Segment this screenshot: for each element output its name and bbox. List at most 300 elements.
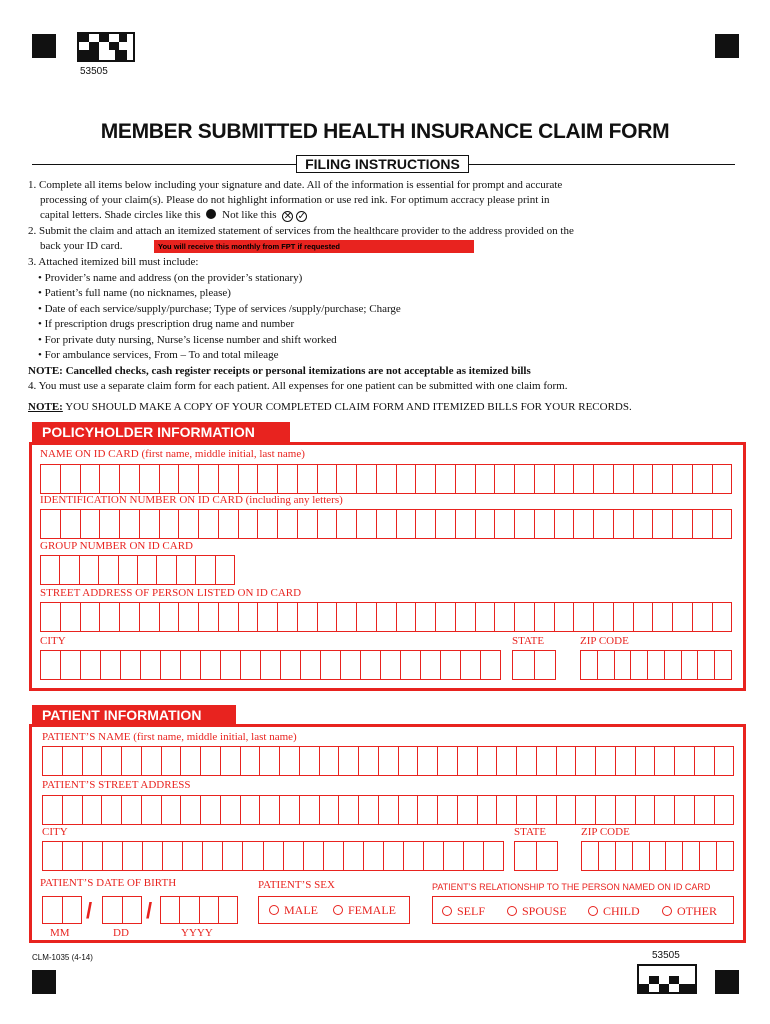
char-box[interactable] [458, 795, 478, 825]
char-box[interactable] [357, 509, 377, 539]
char-box[interactable] [416, 464, 436, 494]
char-box[interactable] [537, 795, 557, 825]
char-box[interactable] [341, 650, 361, 680]
char-box[interactable] [201, 650, 221, 680]
rel-radio-other[interactable] [662, 904, 717, 919]
char-box[interactable] [179, 602, 199, 632]
char-box[interactable] [81, 509, 101, 539]
char-box[interactable] [121, 650, 141, 680]
instruction-line-4: 2. Submit the claim and attach an itemized statement of services from the healthcare provider to the address provided on the [28, 225, 574, 237]
char-box[interactable] [438, 795, 458, 825]
char-box[interactable] [381, 650, 401, 680]
char-box[interactable] [441, 650, 461, 680]
char-box[interactable] [537, 841, 559, 871]
char-box[interactable] [264, 841, 284, 871]
char-box[interactable] [515, 602, 535, 632]
char-box[interactable] [221, 746, 241, 776]
char-box[interactable] [123, 896, 143, 924]
pt-zip-input[interactable] [581, 841, 734, 871]
char-box[interactable] [181, 795, 201, 825]
dob-separator-2: / [146, 898, 153, 923]
char-box[interactable] [634, 509, 654, 539]
char-box[interactable] [476, 602, 496, 632]
ph-zip-input[interactable] [580, 650, 732, 680]
pt-dob-yyyy-input[interactable] [160, 896, 238, 924]
char-box[interactable] [102, 746, 122, 776]
rel-radio-spouse[interactable] [507, 904, 567, 919]
char-box[interactable] [60, 555, 79, 585]
char-box[interactable] [384, 841, 404, 871]
char-box[interactable] [653, 509, 673, 539]
char-box[interactable] [683, 841, 700, 871]
pt-dob-mm-input[interactable] [42, 896, 82, 924]
char-box[interactable] [456, 602, 476, 632]
char-box[interactable] [377, 464, 397, 494]
char-box[interactable] [304, 841, 324, 871]
pt-dob-label: PATIENT’S DATE OF BIRTH [40, 877, 177, 889]
char-box[interactable] [161, 896, 180, 924]
char-box[interactable] [456, 509, 476, 539]
char-box[interactable] [476, 464, 496, 494]
pt-street-input[interactable] [42, 795, 734, 825]
char-box[interactable] [418, 795, 438, 825]
char-box[interactable] [653, 602, 673, 632]
pt-state-input[interactable] [514, 841, 558, 871]
char-box[interactable] [631, 650, 648, 680]
char-box[interactable] [713, 464, 733, 494]
char-box[interactable] [515, 464, 535, 494]
char-box[interactable] [241, 650, 261, 680]
ph-group-input[interactable] [40, 555, 235, 585]
char-box[interactable] [201, 746, 221, 776]
char-box[interactable] [141, 650, 161, 680]
char-box[interactable] [320, 746, 340, 776]
char-box[interactable] [103, 841, 123, 871]
char-box[interactable] [196, 555, 215, 585]
char-box[interactable] [616, 841, 633, 871]
char-box[interactable] [41, 650, 61, 680]
char-box[interactable] [359, 746, 379, 776]
char-box[interactable] [221, 795, 241, 825]
rel-radio-child[interactable] [588, 904, 640, 919]
char-box[interactable] [199, 509, 219, 539]
char-box[interactable] [693, 602, 713, 632]
radio-circle-icon [662, 906, 672, 916]
ph-city-input[interactable] [40, 650, 501, 680]
char-box[interactable] [650, 841, 667, 871]
char-box[interactable] [300, 795, 320, 825]
char-box[interactable] [239, 602, 259, 632]
char-box[interactable] [582, 841, 599, 871]
char-box[interactable] [404, 841, 424, 871]
char-box[interactable] [517, 795, 537, 825]
char-box[interactable] [281, 650, 301, 680]
char-box[interactable] [517, 746, 537, 776]
bullet-4: • If prescription drugs prescription drug name and number [38, 318, 295, 330]
char-box[interactable] [555, 602, 575, 632]
rel-radio-self[interactable] [442, 904, 485, 919]
char-box[interactable] [614, 464, 634, 494]
char-box[interactable] [160, 509, 180, 539]
char-box[interactable] [321, 650, 341, 680]
char-box[interactable] [41, 555, 60, 585]
ph-id-input[interactable] [40, 509, 732, 539]
char-box[interactable] [63, 841, 83, 871]
char-box[interactable] [221, 650, 241, 680]
char-box[interactable] [157, 555, 176, 585]
char-box[interactable] [653, 464, 673, 494]
char-box[interactable] [648, 650, 665, 680]
instruction-line-3b: Not like this [222, 209, 277, 221]
char-box[interactable] [478, 795, 498, 825]
char-box[interactable] [318, 464, 338, 494]
pt-dob-dd-input[interactable] [102, 896, 142, 924]
ph-street-input[interactable] [40, 602, 732, 632]
char-box[interactable] [377, 602, 397, 632]
sex-radio-female[interactable] [333, 903, 396, 918]
char-box[interactable] [123, 841, 143, 871]
char-box[interactable] [318, 509, 338, 539]
char-box[interactable] [41, 464, 61, 494]
char-box[interactable] [103, 896, 123, 924]
char-box[interactable] [278, 509, 298, 539]
char-box[interactable] [535, 602, 555, 632]
char-box[interactable] [633, 841, 650, 871]
char-box[interactable] [361, 650, 381, 680]
char-box[interactable] [280, 795, 300, 825]
char-box[interactable] [555, 509, 575, 539]
char-box[interactable] [497, 746, 517, 776]
char-box[interactable] [81, 650, 101, 680]
char-box[interactable] [416, 509, 436, 539]
char-box[interactable] [399, 795, 419, 825]
char-box[interactable] [616, 795, 636, 825]
char-box[interactable] [344, 841, 364, 871]
char-box[interactable] [495, 464, 515, 494]
char-box[interactable] [397, 602, 417, 632]
char-box[interactable] [140, 509, 160, 539]
char-box[interactable] [484, 841, 504, 871]
char-box[interactable] [418, 746, 438, 776]
char-box[interactable] [243, 841, 263, 871]
char-box[interactable] [278, 464, 298, 494]
char-box[interactable] [599, 841, 616, 871]
char-box[interactable] [557, 795, 577, 825]
char-box[interactable] [397, 464, 417, 494]
char-box[interactable] [179, 509, 199, 539]
ph-name-input[interactable] [40, 464, 732, 494]
char-box[interactable] [581, 650, 598, 680]
char-box[interactable] [43, 841, 63, 871]
char-box[interactable] [421, 650, 441, 680]
char-box[interactable] [515, 841, 537, 871]
char-box[interactable] [576, 795, 596, 825]
char-box[interactable] [379, 795, 399, 825]
char-box[interactable] [337, 509, 357, 539]
char-box[interactable] [693, 464, 713, 494]
char-box[interactable] [574, 464, 594, 494]
char-box[interactable] [61, 602, 81, 632]
char-box[interactable] [163, 841, 183, 871]
char-box[interactable] [101, 650, 121, 680]
pt-city-input[interactable] [42, 841, 504, 871]
char-box[interactable] [337, 464, 357, 494]
char-box[interactable] [298, 464, 318, 494]
char-box[interactable] [634, 464, 654, 494]
char-box[interactable] [456, 464, 476, 494]
char-box[interactable] [682, 650, 699, 680]
char-box[interactable] [219, 509, 239, 539]
char-box[interactable] [673, 464, 693, 494]
char-box[interactable] [497, 795, 517, 825]
char-box[interactable] [100, 464, 120, 494]
char-box[interactable] [41, 509, 61, 539]
radio-circle-icon [333, 905, 343, 915]
pt-name-input[interactable] [42, 746, 734, 776]
char-box[interactable] [260, 795, 280, 825]
char-box[interactable] [337, 602, 357, 632]
char-box[interactable] [43, 795, 63, 825]
char-box[interactable] [219, 896, 238, 924]
char-box[interactable] [181, 746, 201, 776]
char-box[interactable] [300, 746, 320, 776]
char-box[interactable] [615, 650, 632, 680]
char-box[interactable] [183, 841, 203, 871]
char-box[interactable] [83, 795, 103, 825]
char-box[interactable] [83, 746, 103, 776]
char-box[interactable] [695, 746, 715, 776]
char-box[interactable] [478, 746, 498, 776]
char-box[interactable] [476, 509, 496, 539]
char-box[interactable] [495, 602, 515, 632]
char-box[interactable] [357, 464, 377, 494]
char-box[interactable] [160, 602, 180, 632]
char-box[interactable] [100, 602, 120, 632]
char-box[interactable] [140, 602, 160, 632]
char-box[interactable] [481, 650, 501, 680]
char-box[interactable] [458, 746, 478, 776]
char-box[interactable] [199, 602, 219, 632]
char-box[interactable] [241, 746, 261, 776]
char-box[interactable] [616, 746, 636, 776]
char-box[interactable] [339, 795, 359, 825]
char-box[interactable] [614, 602, 634, 632]
char-box[interactable] [142, 795, 162, 825]
char-box[interactable] [63, 795, 83, 825]
char-box[interactable] [379, 746, 399, 776]
char-box[interactable] [695, 795, 715, 825]
char-box[interactable] [177, 555, 196, 585]
char-box[interactable] [377, 509, 397, 539]
char-box[interactable] [138, 555, 157, 585]
char-box[interactable] [438, 746, 458, 776]
char-box[interactable] [574, 509, 594, 539]
char-box[interactable] [424, 841, 444, 871]
char-box[interactable] [280, 746, 300, 776]
char-box[interactable] [675, 746, 695, 776]
char-box[interactable] [181, 650, 201, 680]
char-box[interactable] [301, 650, 321, 680]
char-box[interactable] [140, 464, 160, 494]
patient-heading: PATIENT INFORMATION [32, 705, 236, 726]
char-box[interactable] [515, 509, 535, 539]
char-box[interactable] [399, 746, 419, 776]
char-box[interactable] [655, 795, 675, 825]
sex-radio-male[interactable] [269, 903, 318, 918]
char-box[interactable] [63, 746, 83, 776]
char-box[interactable] [99, 555, 118, 585]
char-box[interactable] [180, 896, 199, 924]
char-box[interactable] [241, 795, 261, 825]
char-box[interactable] [278, 602, 298, 632]
char-box[interactable] [61, 650, 81, 680]
char-box[interactable] [634, 602, 654, 632]
char-box[interactable] [537, 746, 557, 776]
char-box[interactable] [364, 841, 384, 871]
char-box[interactable] [320, 795, 340, 825]
ph-id-label: IDENTIFICATION NUMBER ON ID CARD (including any letters) [40, 494, 343, 506]
char-box[interactable] [122, 795, 142, 825]
char-box[interactable] [715, 795, 735, 825]
char-box[interactable] [715, 650, 732, 680]
char-box[interactable] [596, 746, 616, 776]
char-box[interactable] [464, 841, 484, 871]
char-box[interactable] [636, 795, 656, 825]
char-box[interactable] [223, 841, 243, 871]
char-box[interactable] [598, 650, 615, 680]
char-box[interactable] [219, 464, 239, 494]
char-box[interactable] [461, 650, 481, 680]
char-box[interactable] [675, 795, 695, 825]
char-box[interactable] [535, 464, 555, 494]
char-box[interactable] [199, 464, 219, 494]
char-box[interactable] [655, 746, 675, 776]
char-box[interactable] [119, 555, 138, 585]
char-box[interactable] [201, 795, 221, 825]
char-box[interactable] [513, 650, 535, 680]
char-box[interactable] [700, 841, 717, 871]
char-box[interactable] [717, 841, 734, 871]
char-box[interactable] [436, 464, 456, 494]
bullet-3: • Date of each service/supply/purchase; Type of services /supply/purchase; Charge [38, 303, 401, 315]
char-box[interactable] [576, 746, 596, 776]
char-box[interactable] [594, 464, 614, 494]
char-box[interactable] [143, 841, 163, 871]
char-box[interactable] [160, 464, 180, 494]
char-box[interactable] [324, 841, 344, 871]
char-box[interactable] [436, 509, 456, 539]
char-box[interactable] [359, 795, 379, 825]
char-box[interactable] [83, 841, 103, 871]
char-box[interactable] [258, 464, 278, 494]
bullet-5: • For private duty nursing, Nurse’s license number and shift worked [38, 334, 337, 346]
char-box[interactable] [555, 464, 575, 494]
char-box[interactable] [298, 509, 318, 539]
char-box[interactable] [535, 650, 557, 680]
char-box[interactable] [401, 650, 421, 680]
char-box[interactable] [239, 509, 259, 539]
char-box[interactable] [100, 509, 120, 539]
barcode-bottom [637, 964, 697, 994]
char-box[interactable] [397, 509, 417, 539]
char-box[interactable] [162, 746, 182, 776]
char-box[interactable] [713, 602, 733, 632]
char-box[interactable] [120, 602, 140, 632]
char-box[interactable] [495, 509, 515, 539]
char-box[interactable] [162, 795, 182, 825]
char-box[interactable] [41, 602, 61, 632]
char-box[interactable] [200, 896, 219, 924]
char-box[interactable] [261, 650, 281, 680]
char-box[interactable] [203, 841, 223, 871]
char-box[interactable] [557, 746, 577, 776]
char-box[interactable] [715, 746, 735, 776]
char-box[interactable] [80, 555, 99, 585]
char-box[interactable] [63, 896, 83, 924]
char-box[interactable] [444, 841, 464, 871]
char-box[interactable] [436, 602, 456, 632]
char-box[interactable] [713, 509, 733, 539]
char-box[interactable] [614, 509, 634, 539]
char-box[interactable] [81, 602, 101, 632]
check-circle-icon: ✓ [297, 211, 306, 222]
char-box[interactable] [665, 650, 682, 680]
rel-other-label: OTHER [677, 904, 717, 918]
char-box[interactable] [61, 464, 81, 494]
char-box[interactable] [258, 602, 278, 632]
char-box[interactable] [416, 602, 436, 632]
char-box[interactable] [284, 841, 304, 871]
radio-circle-icon [269, 905, 279, 915]
char-box[interactable] [102, 795, 122, 825]
char-box[interactable] [161, 650, 181, 680]
char-box[interactable] [260, 746, 280, 776]
pt-relationship-label: PATIENT’S RELATIONSHIP TO THE PERSON NAMED ON ID CARD [432, 882, 711, 892]
char-box[interactable] [219, 602, 239, 632]
char-box[interactable] [574, 602, 594, 632]
instruction-line-1: 1. Complete all items below including your signature and date. All of the information is essential for prompt and accurate [28, 179, 563, 191]
char-box[interactable] [122, 746, 142, 776]
char-box[interactable] [666, 841, 683, 871]
char-box[interactable] [120, 509, 140, 539]
char-box[interactable] [339, 746, 359, 776]
char-box[interactable] [43, 746, 63, 776]
char-box[interactable] [43, 896, 63, 924]
char-box[interactable] [142, 746, 162, 776]
char-box[interactable] [357, 602, 377, 632]
char-box[interactable] [693, 509, 713, 539]
char-box[interactable] [636, 746, 656, 776]
char-box[interactable] [239, 464, 259, 494]
char-box[interactable] [120, 464, 140, 494]
char-box[interactable] [673, 602, 693, 632]
char-box[interactable] [698, 650, 715, 680]
barcode-top [77, 32, 135, 62]
char-box[interactable] [179, 464, 199, 494]
ph-state-input[interactable] [512, 650, 556, 680]
char-box[interactable] [216, 555, 235, 585]
char-box[interactable] [61, 509, 81, 539]
char-box[interactable] [594, 509, 614, 539]
char-box[interactable] [673, 509, 693, 539]
char-box[interactable] [318, 602, 338, 632]
char-box[interactable] [535, 509, 555, 539]
char-box[interactable] [258, 509, 278, 539]
char-box[interactable] [596, 795, 616, 825]
char-box[interactable] [594, 602, 614, 632]
char-box[interactable] [298, 602, 318, 632]
char-box[interactable] [81, 464, 101, 494]
